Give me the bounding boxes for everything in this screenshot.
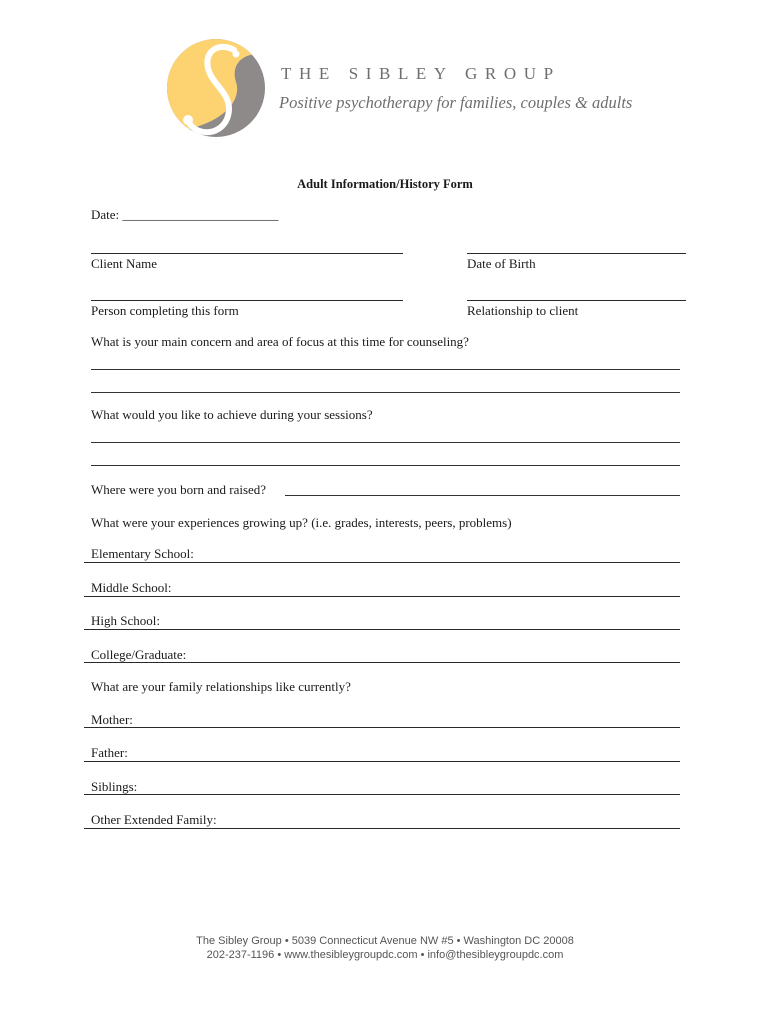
college-line[interactable] [84, 662, 680, 663]
question-main-concern: What is your main concern and area of focus at this time for counseling? [91, 334, 469, 349]
form-title: Adult Information/History Form [297, 177, 473, 191]
extended-family-line[interactable] [84, 828, 680, 829]
date-field-label[interactable]: Date: ________________________ [91, 207, 279, 222]
footer-address: The Sibley Group • 5039 Connecticut Avenue NW #5 • Washington DC 20008 [196, 935, 574, 947]
answer-line[interactable] [91, 465, 680, 466]
answer-line[interactable] [91, 392, 680, 393]
college-label: College/Graduate: [91, 647, 187, 662]
elementary-school-line[interactable] [84, 562, 680, 563]
person-completing-line[interactable] [91, 300, 403, 301]
siblings-line[interactable] [84, 794, 680, 795]
company-name: THE SIBLEY GROUP [281, 64, 561, 83]
question-growing-up: What were your experiences growing up? (i.e. grades, interests, peers, problems) [91, 515, 512, 530]
client-name-line[interactable] [91, 253, 403, 254]
high-school-label: High School: [91, 613, 160, 628]
dob-label: Date of Birth [467, 256, 536, 271]
dob-line[interactable] [467, 253, 686, 254]
father-line[interactable] [84, 761, 680, 762]
middle-school-line[interactable] [84, 596, 680, 597]
relationship-line[interactable] [467, 300, 686, 301]
father-label: Father: [91, 745, 128, 760]
company-tagline: Positive psychotherapy for families, couples & adults [279, 93, 633, 112]
answer-line[interactable] [91, 369, 680, 370]
question-achieve: What would you like to achieve during your sessions? [91, 407, 373, 422]
person-completing-label: Person completing this form [91, 303, 239, 318]
client-name-label: Client Name [91, 256, 158, 271]
elementary-school-label: Elementary School: [91, 546, 194, 561]
born-raised-answer-line[interactable] [285, 495, 680, 496]
middle-school-label: Middle School: [91, 580, 172, 595]
mother-line[interactable] [84, 727, 680, 728]
answer-line[interactable] [91, 442, 680, 443]
relationship-label: Relationship to client [467, 303, 579, 318]
extended-family-label: Other Extended Family: [91, 812, 217, 827]
question-born-raised: Where were you born and raised? [91, 482, 267, 497]
siblings-label: Siblings: [91, 779, 138, 794]
mother-label: Mother: [91, 712, 133, 727]
question-family: What are your family relationships like currently? [91, 679, 351, 694]
footer-contact: 202-237-1196 • www.thesibleygroupdc.com • info@thesibleygroupdc.com [206, 949, 564, 961]
sibley-group-logo-icon [164, 38, 274, 142]
high-school-line[interactable] [84, 629, 680, 630]
